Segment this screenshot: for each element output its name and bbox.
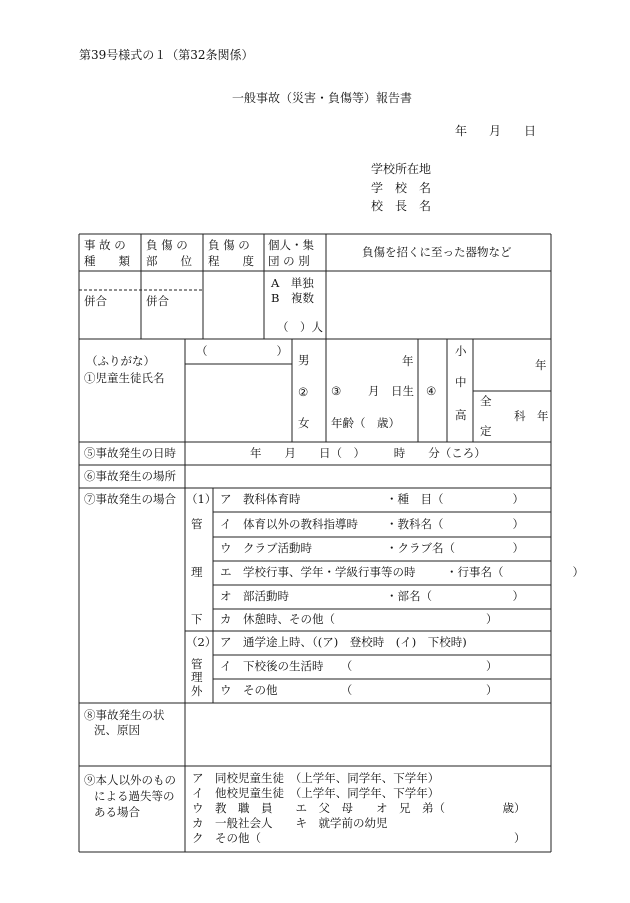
age-field: 年齢（ 歳） xyxy=(331,416,400,430)
g1-item-field: ・種 目（ ） xyxy=(386,492,524,506)
g1-item-field: ） xyxy=(486,612,498,626)
g1-item-text: カ 休憩時、その他（ xyxy=(220,612,335,626)
gender-male: 男 xyxy=(298,353,310,367)
accident-situation-label: ⑦事故発生の場合 xyxy=(84,492,176,506)
school-address-label: 学校所在地 xyxy=(371,162,432,176)
g2-item-text: ア 通学途上時、（(ア) 登校時 (イ) 下校時) xyxy=(220,635,467,649)
third-party-item: ウ 教 職 員 エ 父 母 オ 兄 弟（ 歳） xyxy=(192,801,526,815)
cause-situation-label-2: 況、原因 xyxy=(94,723,140,737)
injury-degree-label-1: 負 傷 の xyxy=(208,238,250,252)
people-count: （ ）人 xyxy=(277,320,323,334)
furigana-label: （ふりがな） xyxy=(86,354,155,368)
date-year-label: 年 xyxy=(455,124,468,138)
g1-item-field: ・クラブ名（ ） xyxy=(386,541,524,555)
date-day-label: 日 xyxy=(524,124,537,138)
group2-char-ri: 理 xyxy=(191,670,203,684)
injury-degree-label-2: 程 度 xyxy=(208,254,254,268)
course-full-time: 全 xyxy=(480,394,492,408)
third-party-label-2: による過失等の xyxy=(94,789,175,803)
group2-char-kan: 管 xyxy=(191,657,203,671)
third-party-item: ア 同校児童生徒 （上学年、同学年、下学年） xyxy=(192,771,440,785)
accident-type-label-1: 事 故 の xyxy=(84,238,126,252)
num-2: ② xyxy=(298,385,309,399)
group1-char-ri: 理 xyxy=(191,565,203,579)
grade-year-label: 年 xyxy=(535,358,547,372)
group1-char-kan: 管 xyxy=(191,517,203,531)
num-3: ③ xyxy=(331,384,342,398)
g1-item-field: ・教科名（ ） xyxy=(386,517,524,531)
third-party-item: ク その他（ ） xyxy=(192,831,526,845)
heigo-label-1: 併合 xyxy=(84,294,107,308)
g2-item-text: ウ その他 （ xyxy=(220,683,353,697)
birth-year-label: 年 xyxy=(402,354,414,368)
injury-part-label-2: 部 位 xyxy=(146,254,192,268)
third-party-label-3: ある場合 xyxy=(94,805,140,819)
g1-item-text: エ 学校行事、学年・学級行事等の時 xyxy=(220,565,416,579)
group1-char-ka: 下 xyxy=(191,612,203,626)
accident-place-label: ⑥事故発生の場所 xyxy=(84,469,176,483)
g2-item-field: ） xyxy=(486,659,498,673)
third-party-item: イ 他校児童生徒 （上学年、同学年、下学年） xyxy=(192,786,440,800)
furigana-field: （ ） xyxy=(196,344,288,358)
option-multiple: B 複数 xyxy=(271,291,314,305)
g2-item-field: ） xyxy=(486,683,498,697)
g1-item-field: ・部名（ ） xyxy=(386,589,524,603)
injury-part-label-1: 負 傷 の xyxy=(146,238,188,252)
student-name-label: ①児童生徒氏名 xyxy=(84,371,165,385)
option-single: A 単独 xyxy=(271,276,314,290)
accident-datetime-label: ⑤事故発生の日時 xyxy=(84,446,176,460)
school-level-junior: 中 xyxy=(455,375,467,389)
g1-item-text: ア 教科体育時 xyxy=(220,492,301,506)
form-number: 第39号様式の１（第32条関係） xyxy=(79,48,254,62)
birth-date-label: 月 日生 xyxy=(368,384,414,398)
num-4: ④ xyxy=(426,384,437,398)
accident-type-label-2: 種 類 xyxy=(84,254,130,268)
date-month-label: 月 xyxy=(489,124,502,138)
gender-female: 女 xyxy=(298,416,310,430)
accident-datetime-field: 年 月 日（ ） 時 分（ころ） xyxy=(250,446,486,460)
g1-item-text: イ 体育以外の教科指導時 xyxy=(220,517,358,531)
principal-label: 校 長 名 xyxy=(371,199,432,213)
third-party-label-1: ⑨本人以外のもの xyxy=(84,773,176,787)
g1-item-text: オ 部活動時 xyxy=(220,589,289,603)
group2-number: （2） xyxy=(186,635,217,649)
page-title: 一般事故（災害・負傷等）報告書 xyxy=(232,91,413,105)
indiv-group-label-2: 団 の 別 xyxy=(268,254,310,268)
cause-situation-label-1: ⑧事故発生の状 xyxy=(84,708,165,722)
third-party-item: カ 一般社会人 キ 就学前の幼児 xyxy=(192,816,388,830)
school-level-elementary: 小 xyxy=(455,344,467,358)
school-level-high: 高 xyxy=(455,408,467,422)
g1-item-text: ウ クラブ活動時 xyxy=(220,541,312,555)
course-grade-label: 科 年 xyxy=(514,409,549,423)
g2-item-text: イ 下校後の生活時 （ xyxy=(220,659,353,673)
group1-number: （1） xyxy=(186,492,217,506)
indiv-group-label-1: 個人・集 xyxy=(268,238,314,252)
cause-label: 負傷を招くに至った器物など xyxy=(362,245,512,259)
group2-char-gai: 外 xyxy=(191,684,203,698)
course-part-time: 定 xyxy=(480,424,492,438)
school-name-label: 学 校 名 xyxy=(371,181,432,195)
g1-item-field: ・行事名（ ） xyxy=(446,565,584,579)
heigo-label-2: 併合 xyxy=(146,294,169,308)
